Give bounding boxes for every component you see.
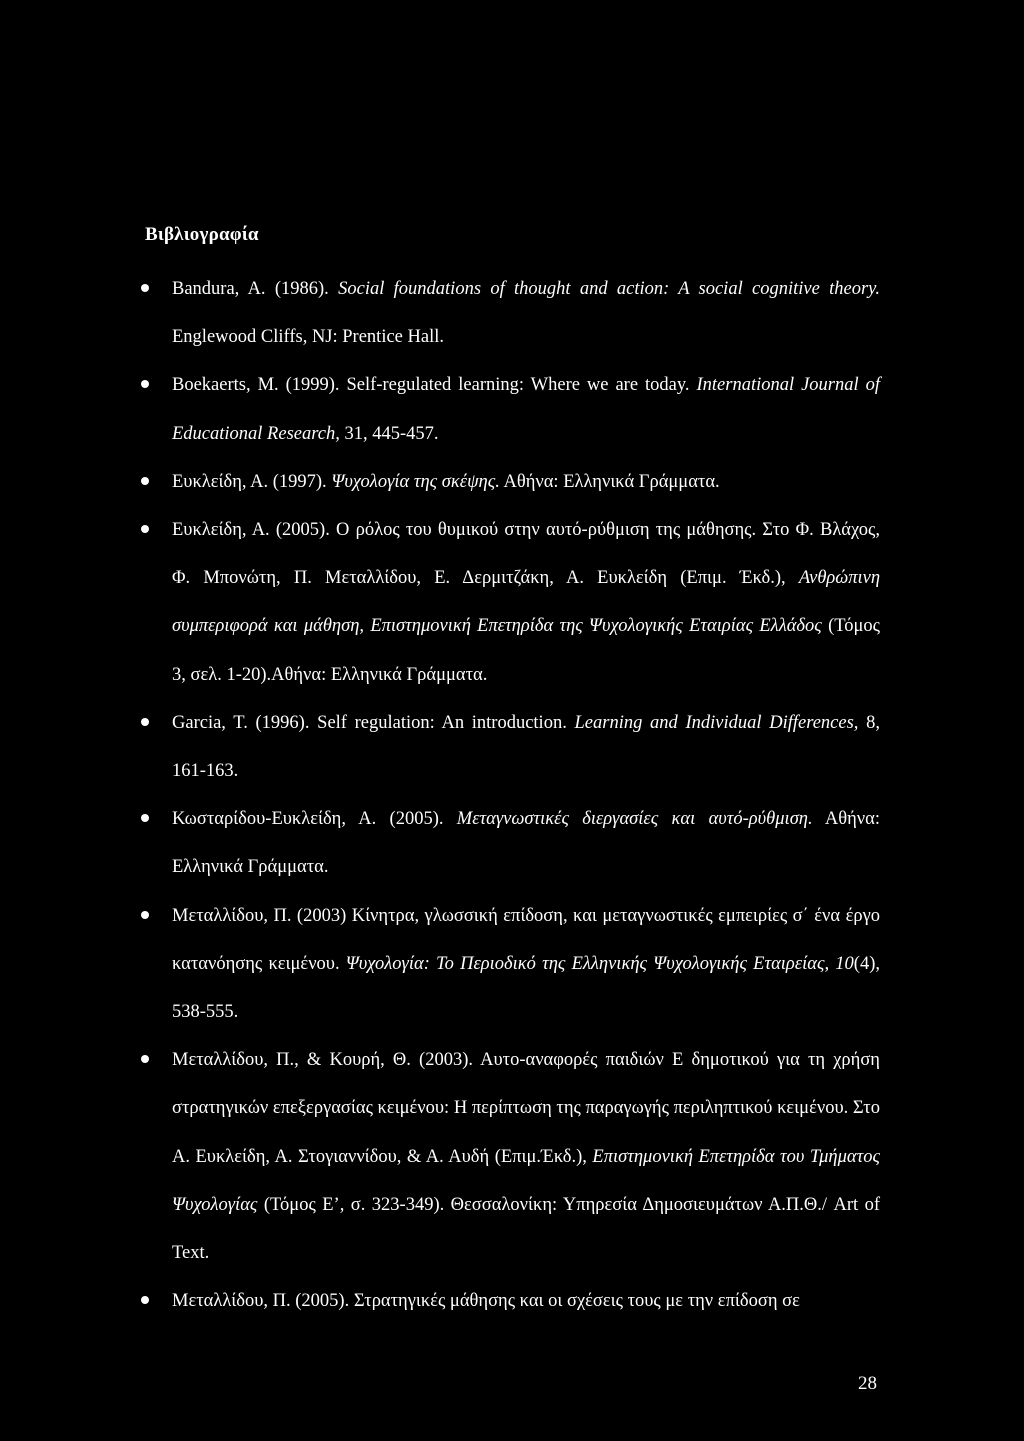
reference-text: Boekaerts, M. (1999). Self-regulated learning: Where we are today. [172,375,697,396]
reference-text: Englewood Cliffs, NJ: Prentice Hall. [172,327,444,348]
bullet-icon [141,477,149,485]
reference-item [140,506,880,699]
bullet-icon [141,1055,149,1063]
reference-item [140,699,880,795]
reference-italic-text: Learning and Individual Differences, [574,712,859,733]
bullet-icon [141,1296,149,1304]
reference-italic-text: Επιστημονική Επετηρίδα του Τμήματος Ψυχολογίας [172,1146,880,1215]
reference-text: Garcia, T. (1996). Self regulation: An introduction. [172,712,575,733]
bullet-icon [141,814,149,822]
reference-text: Αθήνα: Ελληνικά Γράμματα. [499,471,720,492]
reference-text: Μεταλλίδου, Π., & Κουρή, Θ. (2003). Αυτο-αναφορές παιδιών Ε δημοτικού για τη χρήση στρατηγικών επεξεργασίας κειμένου: Η περίπτωση της παραγωγής περιληπτικού κειμένου. Στο Α. Ευκλείδη, Α. Στογιαννίδου, & Α. Αυδή (Επιμ.Έκδ.), [172,1050,880,1167]
reference-text: Bandura, A. (1986). [172,279,339,299]
reference-italic-text: International Journal of Educational Research, [172,375,881,444]
reference-item [140,795,880,891]
bullet-icon [141,380,149,388]
page-heading: Βιβλιογραφία [145,224,259,245]
reference-text: Κωσταρίδου-Ευκλείδη, Α. (2005). [172,809,457,830]
reference-item [140,361,880,457]
reference-item [140,1036,880,1277]
reference-italic-text: Ανθρώπινη συμπεριφορά και μάθηση, Επιστημονική Επετηρίδα της Ψυχολογικής Εταιρίας Ελλάδος [172,568,880,637]
reference-text: (Τόμος 3, σελ. 1-20).Αθήνα: Ελληνικά Γράμματα. [172,616,880,685]
reference-text: Μεταλλίδου, Π. (2003) Κίνητρα, γλωσσική επίδοση, και μεταγνωστικές εμπειρίες σ΄ ένα έργο κατανόησης κειμένου. [172,905,880,974]
reference-italic-text: Ψυχολογία: Το Περιοδικό της Ελληνικής Ψυχολογικής Εταιρείας, 10 [345,953,854,974]
reference-text: 31, 445-457. [339,423,439,444]
reference-text: 8, 161-163. [172,712,881,782]
page-number: 28 [858,1373,877,1394]
bullet-icon [141,911,149,919]
reference-text: Ευκλείδη, Α. (1997). [172,471,332,492]
reference-text: Αθήνα: Ελληνικά Γράμματα. [172,809,881,878]
reference-italic-text: Ψυχολογία της σκέψης. [331,471,500,492]
bullet-icon [141,284,149,292]
reference-text: Ευκλείδη, Α. (2005). Ο ρόλος του θυμικού στην αυτό-ρύθμιση της μάθησης. Στο Φ. Βλάχος, Φ. Μπονώτη, Π. Μεταλλίδου, Ε. Δερμιτζάκη, Α. Ευκλείδη (Επιμ. Έκδ.), [172,520,880,589]
reference-text: (4), 538-555. [172,953,880,1023]
reference-italic-text: Social foundations of thought and action: A social cognitive theory. [338,279,880,299]
reference-list [140,265,880,1325]
reference-item [140,458,880,506]
reference-italic-text: Μεταγνωστικές διεργασίες και αυτό-ρύθμιση. [456,809,813,830]
reference-text: Μεταλλίδου, Π. (2005). Στρατηγικές μάθησης και οι σχέσεις τους με την επίδοση σε [172,1291,800,1312]
reference-text: (Τόμος Ε’, σ. 323-349). Θεσσαλονίκη: Υπηρεσία Δημοσιευμάτων Α.Π.Θ./ Art of Text. [172,1194,880,1264]
reference-item [140,265,880,361]
bullet-icon [141,525,149,533]
reference-item [140,892,880,1037]
reference-item [140,1277,880,1325]
bullet-icon [141,718,149,726]
